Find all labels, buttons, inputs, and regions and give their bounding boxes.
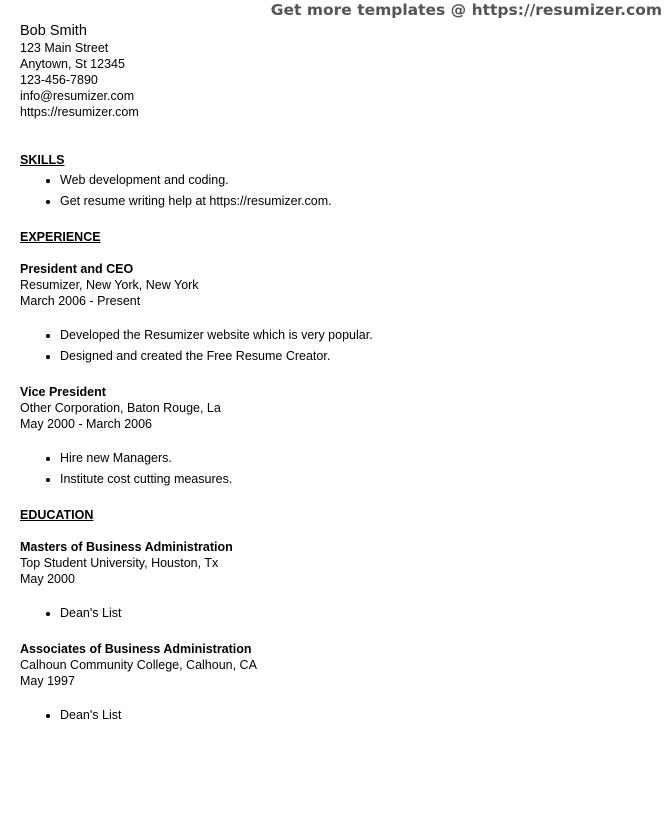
- list-item: • Institute cost cutting measures.: [60, 469, 640, 490]
- school-name: Top Student University, Houston, Tx: [20, 556, 219, 570]
- education-bullets: [20, 603, 640, 624]
- education-bullets: [20, 705, 640, 726]
- graduation-date: May 2000: [20, 572, 75, 586]
- job-dates: March 2006 - Present: [20, 294, 141, 308]
- street-address: 123 Main Street: [20, 41, 109, 55]
- list-item: • Designed and created the Free Resume Creator.: [60, 346, 640, 367]
- list-item: • Hire new Managers.: [60, 448, 640, 469]
- job-title: Vice President: [20, 385, 106, 399]
- list-item: • Web development and coding.: [60, 170, 640, 191]
- job-title: President and CEO: [20, 262, 134, 276]
- education-heading: EDUCATION: [20, 508, 94, 522]
- job-entry: [20, 261, 640, 367]
- skills-heading: SKILLS: [20, 153, 65, 167]
- list-item: • Dean's List: [60, 705, 640, 726]
- job-company: Resumizer, New York, New York: [20, 278, 199, 292]
- candidate-name: Bob Smith: [20, 23, 87, 39]
- resume-page: [20, 22, 640, 726]
- list-item: • Dean's List: [60, 603, 640, 624]
- website-url: https://resumizer.com: [20, 105, 139, 119]
- job-bullets: [20, 448, 640, 490]
- job-dates: May 2000 - March 2006: [20, 417, 153, 431]
- skills-section: [20, 152, 640, 212]
- email-address: info@resumizer.com: [20, 89, 135, 103]
- experience-heading: EXPERIENCE: [20, 230, 101, 244]
- phone-number: 123-456-7890: [20, 73, 98, 87]
- contact-block: [20, 22, 640, 120]
- degree-title: Associates of Business Administration: [20, 642, 252, 656]
- school-name: Calhoun Community College, Calhoun, CA: [20, 658, 257, 672]
- graduation-date: May 1997: [20, 674, 75, 688]
- city-state-zip: Anytown, St 12345: [20, 57, 125, 71]
- list-item: • Get resume writing help at https://resumizer.com.: [60, 191, 640, 212]
- job-bullets: [20, 325, 640, 367]
- skills-list: [20, 170, 640, 212]
- education-entry: [20, 539, 640, 624]
- degree-title: Masters of Business Administration: [20, 540, 233, 554]
- list-item: • Developed the Resumizer website which is very popular.: [60, 325, 640, 346]
- templates-banner: Get more templates @ https://resumizer.com: [270, 1, 662, 19]
- job-company: Other Corporation, Baton Rouge, La: [20, 401, 221, 415]
- education-entry: [20, 641, 640, 726]
- education-section: [20, 507, 640, 726]
- experience-section: [20, 229, 640, 490]
- job-entry: [20, 384, 640, 490]
